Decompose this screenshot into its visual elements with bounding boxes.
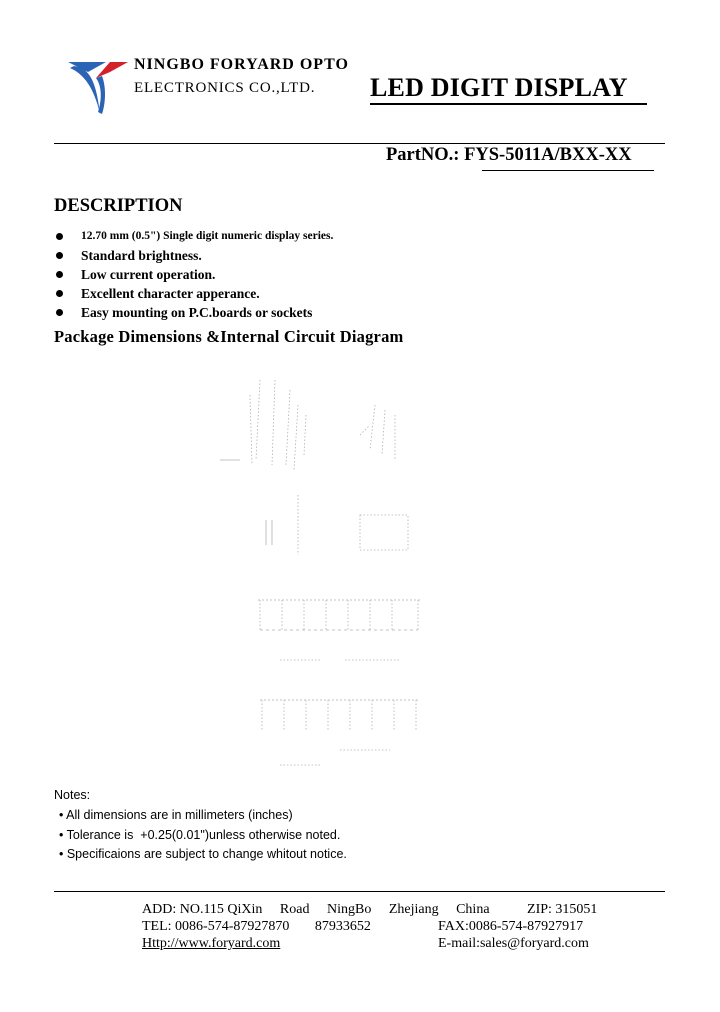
company-name-line2: ELECTRONICS CO.,LTD. <box>134 80 316 96</box>
address-province: Zhejiang <box>388 902 439 917</box>
part-number: PartNO.: FYS-5011A/BXX-XX <box>386 145 632 165</box>
list-item: Easy mounting on P.C.boards or sockets <box>54 303 333 322</box>
notes-heading: Notes: <box>54 788 91 802</box>
address-country: China <box>456 902 490 917</box>
package-heading: Package Dimensions &Internal Circuit Diagram <box>54 327 404 346</box>
list-item: Low current operation. <box>54 265 333 284</box>
side-view-drawing <box>360 405 395 460</box>
title-underline <box>370 103 647 105</box>
header-divider <box>54 143 665 144</box>
list-item: • All dimensions are in millimeters (inches) <box>59 808 293 822</box>
address-zip: ZIP: 315051 <box>527 902 598 917</box>
list-item: 12.70 mm (0.5") Single digit numeric display series. <box>54 227 333 246</box>
part-number-underline <box>482 170 654 171</box>
list-item: Excellent character apperance. <box>54 284 333 303</box>
address-street: ADD: NO.115 QiXin <box>142 902 263 917</box>
list-item: • Tolerance is +0.25(0.01")unless otherwise noted. <box>59 827 341 842</box>
address-city: NingBo <box>326 902 372 917</box>
list-item: Standard brightness. <box>54 246 333 265</box>
notes-list <box>54 806 347 865</box>
footer-fax: FAX:0086-574-87927917 <box>438 919 584 934</box>
telephone-primary: TEL: 0086-574-87927870 <box>142 919 290 934</box>
footer-divider <box>54 891 665 892</box>
list-item: • Specificaions are subject to change whitout notice. <box>59 847 347 861</box>
package-circuit-diagram <box>190 355 450 785</box>
footer-telephone <box>142 918 371 935</box>
circuit-a-drawing <box>258 600 420 660</box>
address-road: Road <box>279 902 310 917</box>
circuit-b-drawing <box>260 700 418 765</box>
pin-view-drawing <box>266 495 408 555</box>
description-heading: DESCRIPTION <box>54 196 183 216</box>
telephone-secondary: 87933652 <box>314 919 371 934</box>
company-name-line1: NINGBO FORYARD OPTO <box>134 56 349 73</box>
footer-address <box>142 901 597 918</box>
description-list <box>54 227 333 322</box>
front-view-drawing <box>220 380 306 470</box>
footer-email: E-mail:sales@foryard.com <box>438 936 589 951</box>
website-link[interactable]: Http://www.foryard.com <box>142 936 281 951</box>
document-title: LED DIGIT DISPLAY <box>370 73 628 102</box>
company-logo-icon <box>66 58 130 116</box>
